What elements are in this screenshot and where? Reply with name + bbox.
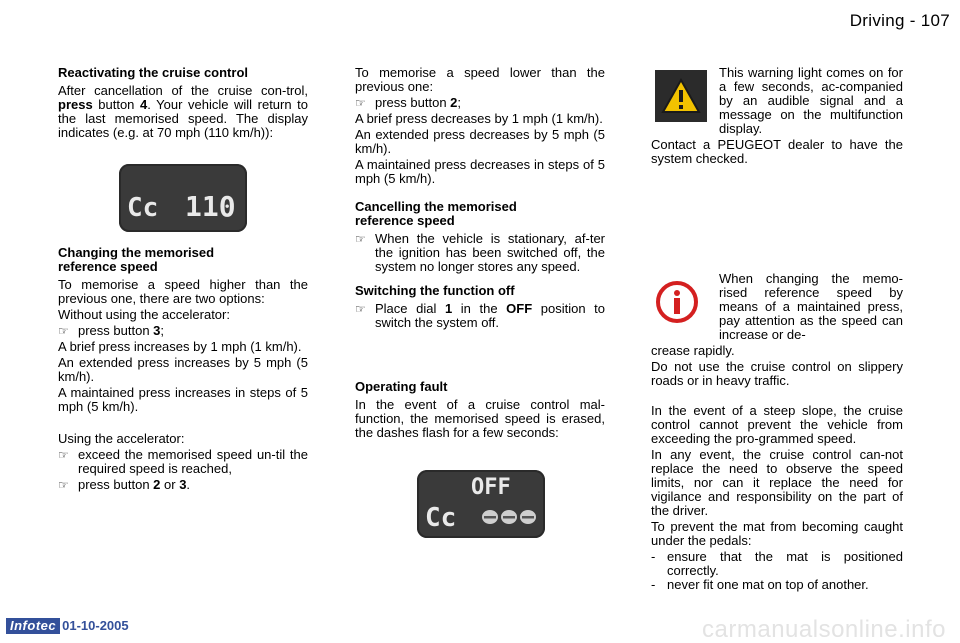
text-run: Place dial	[375, 301, 445, 316]
switching-heading: Switching the function off	[355, 283, 515, 298]
dash-marker: -	[651, 577, 656, 592]
column-middle	[355, 66, 605, 538]
warning-triangle-icon	[655, 70, 707, 122]
warning-block	[651, 66, 903, 138]
text-run: .	[186, 477, 191, 492]
heading-line: reference speed	[355, 213, 455, 228]
warning-text: This warning light comes on for a few seconds, ac-companied by an audible signal and a message on the multifunction display.	[719, 65, 903, 136]
section-title: Driving -	[849, 11, 921, 30]
pointing-hand-icon: ☞	[58, 448, 69, 462]
heading-line: Changing the memorised	[58, 245, 215, 260]
display-cc-text: Cc	[425, 503, 457, 533]
changing-intro: To memorise a speed higher than the previous one, there are two options:	[58, 277, 308, 306]
fault-heading: Operating fault	[355, 379, 448, 394]
extended-press-increase: An extended press increases by 5 mph (5 km/h).	[58, 355, 308, 384]
contact-dealer-text: Contact a PEUGEOT dealer to have the system checked.	[651, 137, 903, 166]
text-run: button	[92, 97, 140, 112]
lower-intro: To memorise a speed lower than the previous one:	[355, 65, 605, 94]
heading-line: Cancelling the memorised	[355, 199, 517, 214]
extended-press-decrease: An extended press decreases by 5 mph (5 km/h).	[355, 127, 605, 156]
cancelling-heading	[355, 200, 605, 228]
bullet-text: exceed the memorised speed un-til the required speed is reached,	[78, 447, 308, 476]
page-number: 107	[920, 11, 950, 30]
changing-heading	[58, 246, 308, 274]
brief-press-increase: A brief press increases by 1 mph (1 km/h).	[58, 339, 302, 354]
pointing-hand-icon: ☞	[355, 232, 366, 246]
bullet-cancelling	[355, 232, 605, 274]
column-right	[651, 66, 903, 592]
text-run: . Your vehicle will return to the last memorised speed. The display indicates (e.g. at 70 mph (110 km/h)):	[58, 97, 308, 140]
footer	[6, 618, 129, 634]
button-ref: 4	[139, 97, 148, 112]
watermark: carmanualsonline.info	[702, 616, 946, 643]
text-run: press button	[78, 477, 154, 492]
text-run: press button	[78, 323, 154, 338]
button-ref: 2	[153, 477, 161, 492]
pointing-hand-icon: ☞	[58, 478, 69, 492]
heading-line: reference speed	[58, 259, 158, 274]
reactivating-heading: Reactivating the cruise control	[58, 65, 248, 80]
bullet-switch-off	[355, 302, 605, 330]
fault-paragraph: In the event of a cruise control mal-function, the memorised speed is erased, the dashes flash for a few seconds:	[355, 397, 605, 440]
pointing-hand-icon: ☞	[355, 302, 366, 316]
slippery-text: Do not use the cruise control on slippery roads or in heavy traffic.	[651, 359, 903, 388]
info-icon	[655, 280, 707, 332]
display-off-text: OFF	[471, 475, 511, 500]
bullet-press-2-or-3	[58, 478, 308, 492]
info-text-a: When changing the memo-rised reference speed by means of a maintained press, pay attention as the speed can increase or de-	[719, 271, 903, 342]
info-block	[651, 272, 903, 344]
mat-intro: To prevent the mat from becoming caught under the pedals:	[651, 519, 903, 548]
off-bold: OFF	[506, 301, 533, 316]
bold-press: press	[58, 97, 93, 112]
column-left	[58, 66, 308, 494]
dash-marker: -	[651, 549, 656, 564]
slope-text: In the event of a steep slope, the cruise control cannot prevent the vehicle from exceeding the pro-grammed speed.	[651, 403, 903, 446]
display-cc-text: Cc	[127, 193, 159, 223]
mat-dash-item	[651, 550, 903, 578]
display-cc-110	[119, 164, 247, 232]
text-run: After cancellation of the cruise con-trol,	[58, 83, 308, 98]
button-ref: 3	[153, 323, 161, 338]
text-run: press button	[375, 95, 451, 110]
text-run: ;	[457, 95, 462, 110]
pointing-hand-icon: ☞	[58, 324, 69, 338]
bullet-text: When the vehicle is stationary, af-ter the ignition has been switched off, the system no longer stores any speed.	[375, 231, 605, 274]
any-event-text: In any event, the cruise control can-not replace the need to observe the speed limits, nor can it replace the need for vigilance and responsibility on the part of the driver.	[651, 447, 903, 518]
without-accelerator: Without using the accelerator:	[58, 307, 230, 322]
button-ref: 3	[179, 477, 187, 492]
text-run: position to switch the system off.	[375, 301, 606, 330]
display-off-dashes	[417, 470, 545, 538]
dash-text: ensure that the mat is positioned correctly.	[667, 549, 903, 578]
info-text-b: crease rapidly.	[651, 343, 735, 358]
footer-date: 01-10-2005	[62, 618, 129, 633]
infotec-logo: Infotec	[6, 618, 60, 634]
maintained-press-decrease: A maintained press decreases in steps of 5 mph (5 km/h).	[355, 157, 605, 186]
maintained-press-increase: A maintained press increases in steps of 5 mph (5 km/h).	[58, 385, 308, 414]
bullet-press-3	[58, 324, 308, 338]
bullet-press-2	[355, 96, 605, 110]
bullet-exceed	[58, 448, 308, 476]
page-header	[849, 11, 950, 30]
text-run: or	[160, 477, 180, 492]
text-run: ;	[160, 323, 165, 338]
dial-ref: 1	[444, 301, 453, 316]
flashing-dashes-icon	[481, 508, 537, 526]
display-speed-text: 110	[185, 190, 236, 223]
dash-text: never fit one mat on top of another.	[667, 577, 869, 592]
using-accelerator: Using the accelerator:	[58, 431, 185, 446]
button-ref: 2	[450, 95, 458, 110]
text-run: in the	[452, 301, 507, 316]
brief-press-decrease: A brief press decreases by 1 mph (1 km/h).	[355, 111, 603, 126]
reactivating-paragraph	[58, 84, 308, 140]
mat-dash-item	[651, 578, 903, 592]
pointing-hand-icon: ☞	[355, 96, 366, 110]
